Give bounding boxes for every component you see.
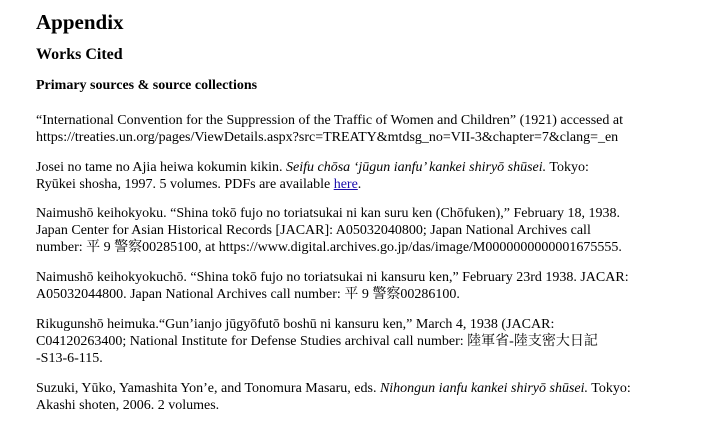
citation-entry — [36, 316, 706, 367]
citation-author: Suzuki, Yūko, Yamashita Yon’e, and Tonomura Masaru, eds. — [36, 381, 380, 396]
citation-line: number: 平 9 警察00285100, at https://www.digital.archives.go.jp/das/image/M0000000000001675555. — [36, 240, 622, 255]
works-cited-heading: Works Cited — [36, 46, 123, 63]
citation-line: A05032044800. Japan National Archives call number: 平 9 警察00286100. — [36, 287, 460, 302]
citation-entry — [36, 205, 706, 256]
page-title: Appendix — [36, 10, 124, 34]
citation-line: “International Convention for the Suppression of the Traffic of Women and Children” (1921) accessed at — [36, 113, 623, 128]
citation-line — [36, 159, 706, 176]
citation-author: Josei no tame no Ajia heiwa kokumin kikin. — [36, 160, 287, 175]
citation-line — [36, 176, 706, 193]
citation-text: Tokyo: — [546, 160, 589, 175]
primary-sources-heading: Primary sources & source collections — [36, 78, 258, 93]
citation-line: C04120263400; National Institute for Defense Studies archival call number: 陸軍省-陸支密大日記 — [36, 334, 598, 349]
citation-entry — [36, 380, 706, 414]
citation-entry — [36, 269, 706, 303]
citation-text: Ryūkei shosha, 1997. 5 volumes. PDFs are available — [36, 177, 334, 192]
citation-line: Rikugunshō heimuka.“Gun’ianjo jūgyōfutō boshū ni kansuru ken,” March 4, 1938 (JACAR: — [36, 317, 555, 332]
citation-title: Seifu chōsa ‘jūgun ianfu’ kankei shiryō shūsei. — [286, 160, 547, 175]
citation-line: Naimushō keihokyokuchō. “Shina tokō fujo no toriatsukai ni kansuru ken,” February 23rd 1938. JACAR: — [36, 270, 629, 285]
citation-line — [36, 380, 706, 397]
citation-text: . — [357, 177, 362, 192]
citation-line: https://treaties.un.org/pages/ViewDetails.aspx?src=TREATY&mtdsg_no=VII-3&chapter=7&clang=_en — [36, 130, 619, 145]
citation-line: Naimushō keihokyoku. “Shina tokō fujo no toriatsukai ni kan suru ken (Chōfuken),” February 18, 1938. — [36, 206, 621, 221]
citation-entry — [36, 159, 706, 193]
citation-title: Nihongun ianfu kankei shiryō shūsei. — [379, 381, 588, 396]
citation-line: Akashi shoten, 2006. 2 volumes. — [36, 398, 220, 413]
citation-line: Japan Center for Asian Historical Records [JACAR]: A05032040800; Japan National Archives call — [36, 223, 591, 238]
citation-entry — [36, 112, 706, 146]
citation-text: Tokyo: — [588, 381, 631, 396]
citation-line: -S13-6-115. — [36, 351, 103, 366]
here-link[interactable]: here — [333, 177, 358, 192]
